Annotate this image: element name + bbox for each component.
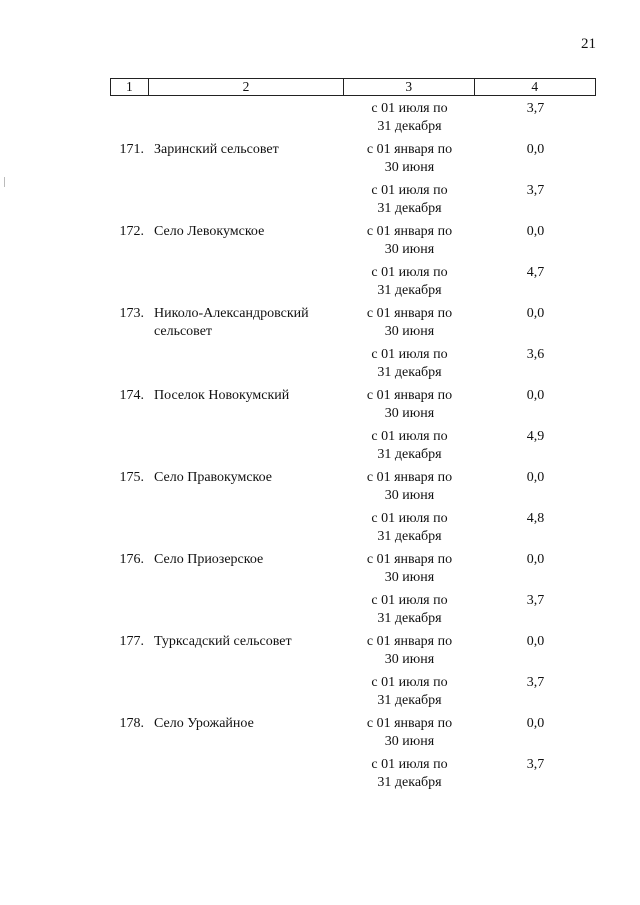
period-end: 31 декабря: [377, 528, 442, 544]
period-cell: [344, 182, 475, 217]
period-cell: [344, 469, 475, 504]
rate-value: 3,7: [526, 757, 545, 772]
period-start: с 01 июля по: [371, 183, 448, 198]
rate-value: 4,8: [526, 511, 545, 526]
period-start: с 01 января по: [366, 634, 453, 649]
municipality-name: [148, 264, 344, 299]
period-cell: [344, 305, 475, 340]
table-row: [110, 756, 596, 791]
period-end: 30 июня: [384, 651, 435, 667]
period-start: с 01 января по: [366, 388, 453, 403]
row-number: [110, 510, 148, 545]
municipality-name: Село Приозерское: [154, 552, 264, 567]
period-end: 30 июня: [384, 159, 435, 175]
rate-value: 3,7: [526, 183, 545, 198]
table-row: [110, 633, 596, 668]
row-number: [110, 428, 148, 463]
municipality-name: Николо-Александровский сельсовет: [154, 306, 309, 339]
table-row: [110, 551, 596, 586]
period-start: с 01 июля по: [371, 429, 448, 444]
row-number: [110, 592, 148, 627]
table-body: [110, 100, 596, 797]
rate-value: 3,7: [526, 675, 545, 690]
period-cell: [344, 592, 475, 627]
table-row: [110, 223, 596, 258]
row-number: 171.: [119, 142, 144, 157]
table-header: [110, 78, 596, 96]
rate-value: 0,0: [526, 552, 545, 567]
page-number: 21: [581, 36, 596, 52]
municipality-name: [148, 428, 344, 463]
municipality-name: Поселок Новокумский: [154, 388, 290, 403]
table-row: [110, 428, 596, 463]
row-number: 176.: [119, 552, 144, 567]
period-end: 31 декабря: [377, 364, 442, 380]
table-row: [110, 510, 596, 545]
municipality-name: Заринский сельсовет: [154, 142, 279, 157]
table-row: [110, 715, 596, 750]
row-number: 175.: [119, 470, 144, 485]
period-start: с 01 января по: [366, 716, 453, 731]
period-end: 31 декабря: [377, 610, 442, 626]
rate-value: 4,7: [526, 265, 545, 280]
municipality-name: [148, 592, 344, 627]
period-cell: [344, 223, 475, 258]
table-row: [110, 592, 596, 627]
period-cell: [344, 346, 475, 381]
period-cell: [344, 510, 475, 545]
header-col-1: 1: [111, 79, 149, 95]
period-end: 30 июня: [384, 241, 435, 257]
header-col-4: 4: [531, 79, 539, 94]
period-end: 30 июня: [384, 487, 435, 503]
table-row: [110, 264, 596, 299]
period-start: с 01 июля по: [371, 101, 448, 116]
table-row: [110, 141, 596, 176]
period-start: с 01 июля по: [371, 757, 448, 772]
period-end: 30 июня: [384, 733, 435, 749]
rate-value: 3,7: [526, 101, 545, 116]
row-number: 174.: [119, 388, 144, 403]
rate-value: 0,0: [526, 634, 545, 649]
table-row: [110, 674, 596, 709]
rate-value: 0,0: [526, 470, 545, 485]
scan-artifact-mark: [4, 177, 5, 187]
period-cell: [344, 756, 475, 791]
municipality-name: [148, 674, 344, 709]
row-number: [110, 674, 148, 709]
period-start: с 01 января по: [366, 552, 453, 567]
municipality-name: Село Левокумское: [154, 224, 265, 239]
period-start: с 01 июля по: [371, 675, 448, 690]
header-col-3: 3: [344, 79, 474, 95]
municipality-name: Турксадский сельсовет: [154, 634, 292, 649]
period-start: с 01 июля по: [371, 593, 448, 608]
table-row: [110, 305, 596, 340]
municipality-name: Село Урожайное: [154, 716, 254, 731]
period-end: 31 декабря: [377, 774, 442, 790]
table-row: [110, 182, 596, 217]
table-row: [110, 100, 596, 135]
rate-value: 0,0: [526, 388, 545, 403]
row-number: 173.: [119, 306, 144, 321]
row-number: 177.: [119, 634, 144, 649]
table-row: [110, 346, 596, 381]
period-cell: [344, 141, 475, 176]
rate-value: 4,9: [526, 429, 545, 444]
municipality-name: [148, 346, 344, 381]
row-number: [110, 182, 148, 217]
period-end: 31 декабря: [377, 200, 442, 216]
table-row: [110, 469, 596, 504]
period-start: с 01 января по: [366, 306, 453, 321]
period-cell: [344, 100, 475, 135]
row-number: 172.: [119, 224, 144, 239]
period-cell: [344, 551, 475, 586]
period-start: с 01 января по: [366, 142, 453, 157]
period-cell: [344, 264, 475, 299]
period-cell: [344, 387, 475, 422]
rate-value: 3,7: [526, 593, 545, 608]
rate-value: 0,0: [526, 142, 545, 157]
period-cell: [344, 674, 475, 709]
period-start: с 01 января по: [366, 224, 453, 239]
period-start: с 01 июля по: [371, 265, 448, 280]
period-end: 31 декабря: [377, 692, 442, 708]
period-end: 31 декабря: [377, 446, 442, 462]
municipality-name: Село Правокумское: [154, 470, 273, 485]
municipality-name: [148, 100, 344, 135]
period-end: 30 июня: [384, 569, 435, 585]
rate-value: 3,6: [526, 347, 545, 362]
period-start: с 01 января по: [366, 470, 453, 485]
rate-value: 0,0: [526, 306, 545, 321]
period-cell: [344, 715, 475, 750]
row-number: [110, 756, 148, 791]
period-end: 31 декабря: [377, 118, 442, 134]
row-number: [110, 264, 148, 299]
period-cell: [344, 428, 475, 463]
row-number: 178.: [119, 716, 144, 731]
row-number: [110, 100, 148, 135]
table-row: [110, 387, 596, 422]
period-end: 30 июня: [384, 405, 435, 421]
period-start: с 01 июля по: [371, 511, 448, 526]
municipality-name: [148, 510, 344, 545]
row-number: [110, 346, 148, 381]
municipality-name: [148, 756, 344, 791]
rate-value: 0,0: [526, 716, 545, 731]
header-col-2: 2: [149, 79, 344, 95]
period-start: с 01 июля по: [371, 347, 448, 362]
rate-value: 0,0: [526, 224, 545, 239]
period-end: 30 июня: [384, 323, 435, 339]
municipality-name: [148, 182, 344, 217]
period-cell: [344, 633, 475, 668]
period-end: 31 декабря: [377, 282, 442, 298]
